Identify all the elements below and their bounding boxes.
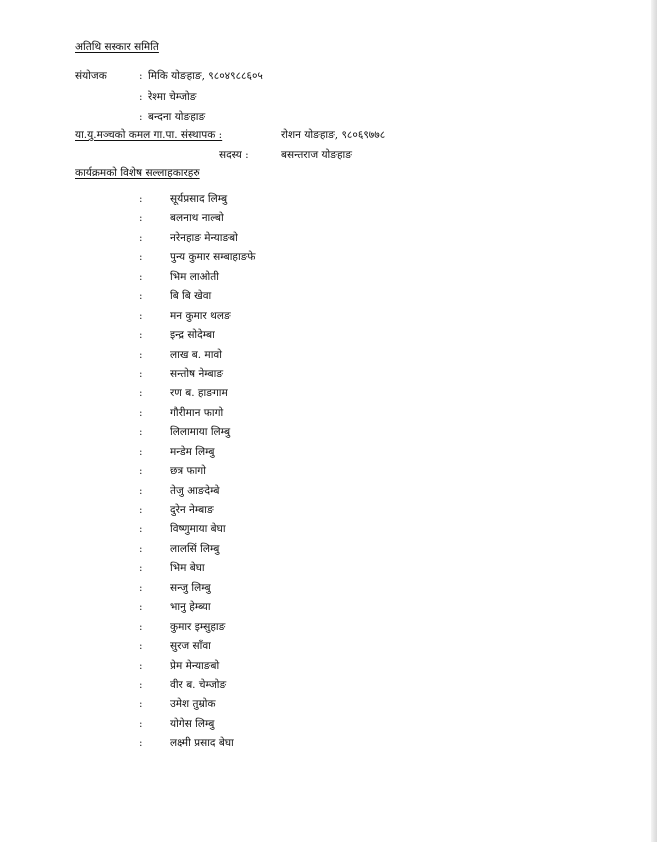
advisor-name: तेजु आङदेम्बे bbox=[170, 484, 220, 497]
list-item bbox=[0, 678, 657, 697]
advisor-colon: : bbox=[139, 445, 143, 458]
advisor-name: छत्र फागो bbox=[170, 465, 206, 478]
convener-name: बन्दना योङहाङ bbox=[148, 111, 206, 123]
advisor-name: सुरज साँवा bbox=[170, 640, 211, 653]
advisor-name: गौरीमान फागो bbox=[170, 406, 224, 419]
convener-name: मिकि योङहाङ, ९८०४९८८६०५ bbox=[148, 70, 263, 82]
advisor-name: सूर्यप्रसाद लिम्बु bbox=[170, 193, 228, 205]
advisor-colon: : bbox=[139, 465, 143, 478]
list-item bbox=[0, 503, 657, 522]
advisor-colon: : bbox=[139, 542, 143, 555]
advisor-name: लक्ष्मी प्रसाद बेघा bbox=[170, 737, 234, 750]
list-item bbox=[0, 659, 657, 678]
advisor-name: भिम बेघा bbox=[170, 562, 205, 575]
advisor-colon: : bbox=[139, 484, 143, 497]
advisor-colon: : bbox=[139, 504, 143, 516]
list-item bbox=[0, 192, 657, 211]
section-title: अतिथि सस्कार समिति bbox=[75, 41, 159, 53]
advisor-colon: : bbox=[139, 523, 143, 536]
advisor-colon: : bbox=[139, 348, 143, 361]
advisor-colon: : bbox=[139, 698, 143, 711]
advisor-colon: : bbox=[139, 678, 143, 691]
advisor-name: सन्तोष नेम्बाङ bbox=[170, 367, 224, 380]
advisor-name: योगेस लिम्बु bbox=[170, 717, 215, 730]
advisor-colon: : bbox=[139, 717, 143, 730]
advisor-name: पुन्य कुमार सम्बाहाङफे bbox=[170, 251, 256, 264]
advisor-colon: : bbox=[139, 601, 143, 614]
advisor-colon: : bbox=[139, 270, 143, 283]
founder-value: रोशन योङहाङ, ९८०६९७७८ bbox=[281, 129, 386, 141]
advisor-colon: : bbox=[139, 640, 143, 653]
advisor-list bbox=[0, 192, 657, 756]
advisor-name: बलनाथ नाल्बो bbox=[170, 212, 224, 225]
list-item bbox=[0, 289, 657, 308]
member-value: बसन्तराज योङहाङ bbox=[281, 149, 352, 161]
advisor-colon: : bbox=[139, 562, 143, 575]
list-item bbox=[0, 445, 657, 464]
list-item bbox=[0, 250, 657, 269]
list-item bbox=[0, 522, 657, 541]
advisor-colon: : bbox=[139, 659, 143, 672]
list-item bbox=[0, 348, 657, 367]
advisor-name: लिलामाया लिम्बु bbox=[170, 426, 231, 439]
advisor-colon: : bbox=[139, 426, 143, 439]
list-item bbox=[0, 231, 657, 250]
list-item bbox=[0, 270, 657, 289]
list-item bbox=[0, 367, 657, 386]
advisor-colon: : bbox=[139, 251, 143, 264]
advisor-name: रण ब. हाङगाम bbox=[170, 387, 228, 400]
advisor-colon: : bbox=[139, 309, 143, 322]
advisor-colon: : bbox=[139, 290, 143, 303]
advisor-colon: : bbox=[139, 231, 143, 244]
list-item bbox=[0, 425, 657, 444]
advisor-name: कुमार इम्सुहाङ bbox=[170, 620, 226, 633]
convener-colon: : bbox=[139, 111, 143, 123]
advisor-colon: : bbox=[139, 581, 143, 594]
advisor-name: भानु हेम्ब्या bbox=[170, 601, 211, 614]
founder-label: या.यु.मञ्चको कमल गा.पा. संस्थापक : bbox=[75, 129, 223, 141]
convener-colon: : bbox=[139, 91, 143, 103]
member-label: सदस्य : bbox=[219, 149, 249, 161]
advisor-name: भिम लाओती bbox=[170, 270, 220, 283]
advisor-colon: : bbox=[139, 620, 143, 633]
list-item bbox=[0, 581, 657, 600]
advisor-name: मन्डेम लिम्बु bbox=[170, 445, 215, 458]
list-item bbox=[0, 211, 657, 230]
advisor-name: मन कुमार थलङ bbox=[170, 309, 231, 322]
advisor-colon: : bbox=[139, 329, 143, 342]
advisor-name: विष्णुमाया बेघा bbox=[170, 523, 226, 536]
advisor-name: उमेश तुम्रोक bbox=[170, 698, 216, 711]
list-item bbox=[0, 561, 657, 580]
list-item bbox=[0, 328, 657, 347]
advisor-name: सन्जु लिम्बु bbox=[170, 581, 211, 594]
advisor-colon: : bbox=[139, 193, 143, 205]
advisor-name: नरेनहाङ मेन्याङबो bbox=[170, 231, 238, 244]
advisor-name: प्रेम मेन्याङबो bbox=[170, 659, 220, 672]
advisor-name: बि बि खेवा bbox=[170, 290, 212, 303]
list-item bbox=[0, 736, 657, 755]
advisor-colon: : bbox=[139, 406, 143, 419]
list-item bbox=[0, 620, 657, 639]
list-item bbox=[0, 484, 657, 503]
advisor-colon: : bbox=[139, 212, 143, 225]
advisor-name: लाख ब. मावो bbox=[170, 348, 222, 361]
list-item bbox=[0, 309, 657, 328]
list-item bbox=[0, 406, 657, 425]
advisor-colon: : bbox=[139, 737, 143, 750]
list-item bbox=[0, 600, 657, 619]
convener-label: संयोजक bbox=[75, 70, 107, 82]
advisor-name: लालसिं लिम्बु bbox=[170, 542, 220, 555]
list-item bbox=[0, 697, 657, 716]
list-item bbox=[0, 717, 657, 736]
list-item bbox=[0, 639, 657, 658]
list-item bbox=[0, 542, 657, 561]
advisor-colon: : bbox=[139, 367, 143, 380]
advisors-heading: कार्यक्रमको विशेष सल्लाहकारहरु bbox=[75, 167, 200, 179]
convener-colon: : bbox=[139, 70, 143, 82]
convener-name: रेश्मा चेम्जोङ bbox=[148, 91, 197, 103]
advisor-name: दुरेन नेम्बाङ bbox=[170, 504, 214, 516]
advisor-name: वीर ब. चेम्जोङ bbox=[170, 678, 227, 691]
list-item bbox=[0, 386, 657, 405]
list-item bbox=[0, 464, 657, 483]
advisor-colon: : bbox=[139, 387, 143, 400]
advisor-name: इन्द्र सोदेम्बा bbox=[170, 329, 215, 342]
